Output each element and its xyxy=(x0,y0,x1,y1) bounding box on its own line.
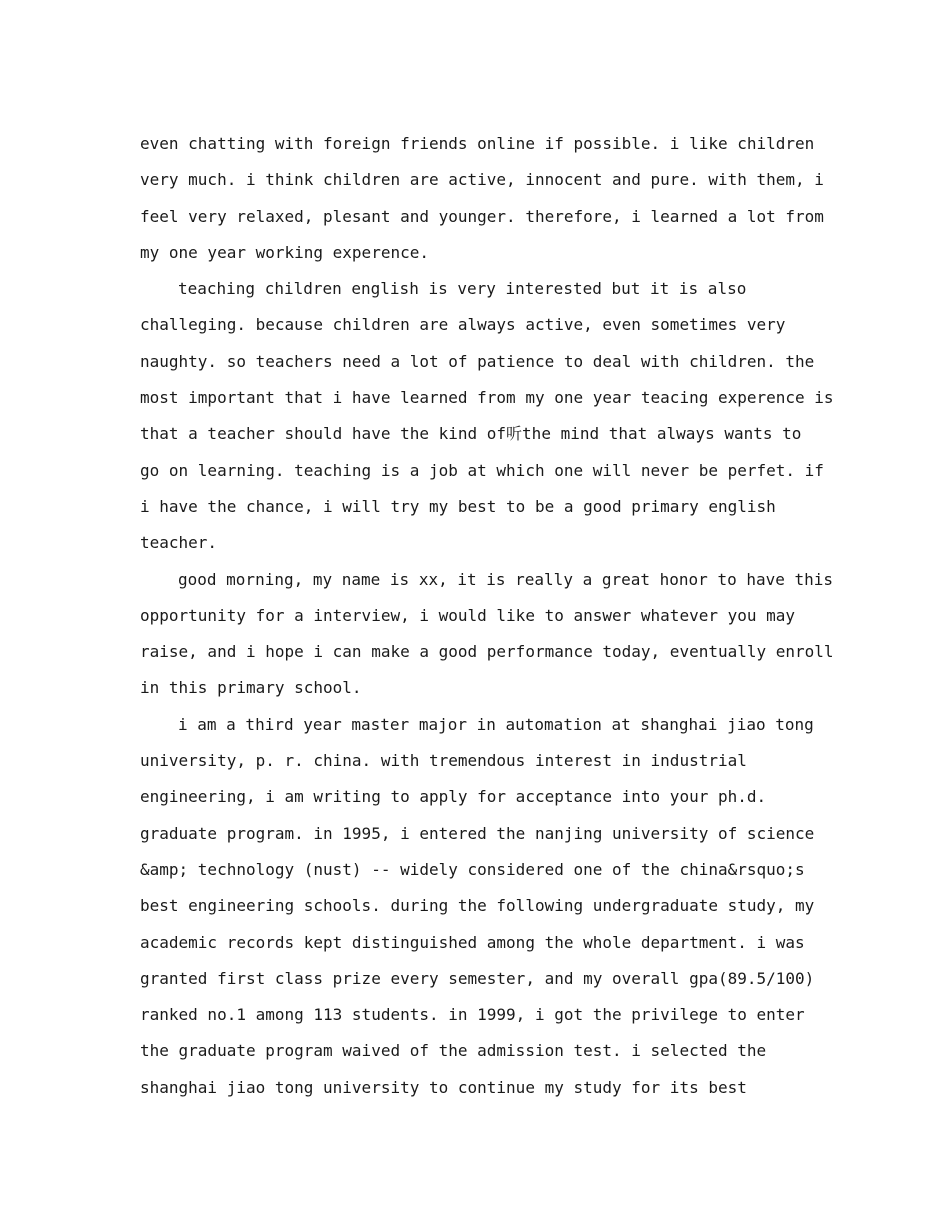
text-line: in this primary school. xyxy=(140,678,362,698)
text-line: teacher. xyxy=(140,533,218,553)
text-line: most important that i have learned from my one year teacing experence is xyxy=(140,388,834,408)
text-line: &amp; technology (nust) -- widely considered one of the china&rsquo;s xyxy=(140,859,805,879)
text-line: university, p. r. china. with tremendous interest in industrial xyxy=(140,751,747,771)
text-line: feel very relaxed, plesant and younger. therefore, i learned a lot from xyxy=(140,206,824,226)
paragraph-first-line: i am a third year master major in automation at shanghai jiao tong xyxy=(178,714,814,734)
text-line: that a teacher should have the kind of听the mind that always wants to xyxy=(140,424,802,444)
text-line: opportunity for a interview, i would like to answer whatever you may xyxy=(140,605,796,625)
paragraph-first-line: teaching children english is very interested but it is also xyxy=(178,279,747,299)
text-line: engineering, i am writing to apply for acceptance into your ph.d. xyxy=(140,787,767,807)
text-line: go on learning. teaching is a job at which one will never be perfet. if xyxy=(140,460,824,480)
document-body xyxy=(140,126,834,1106)
text-line: academic records kept distinguished among the whole department. i was xyxy=(140,932,805,952)
text-line: i have the chance, i will try my best to be a good primary english xyxy=(140,496,776,516)
text-line: ranked no.1 among 113 students. in 1999, i got the privilege to enter xyxy=(140,1005,805,1025)
text-line: raise, and i hope i can make a good performance today, eventually enroll xyxy=(140,642,834,662)
text-line: shanghai jiao tong university to continue my study for its best xyxy=(140,1077,747,1097)
paragraph-first-line: good morning, my name is xx, it is really a great honor to have this xyxy=(178,569,834,589)
text-line: the graduate program waived of the admission test. i selected the xyxy=(140,1041,767,1061)
text-line: challeging. because children are always active, even sometimes very xyxy=(140,315,786,335)
text-line: my one year working experence. xyxy=(140,242,429,262)
text-line: even chatting with foreign friends online if possible. i like children xyxy=(140,134,815,153)
text-line: very much. i think children are active, innocent and pure. with them, i xyxy=(140,170,824,190)
text-line: graduate program. in 1995, i entered the nanjing university of science xyxy=(140,823,815,843)
text-line: best engineering schools. during the following undergraduate study, my xyxy=(140,896,815,916)
text-line: granted first class prize every semester, and my overall gpa(89.5/100) xyxy=(140,968,815,988)
text-line: naughty. so teachers need a lot of patience to deal with children. the xyxy=(140,351,815,371)
